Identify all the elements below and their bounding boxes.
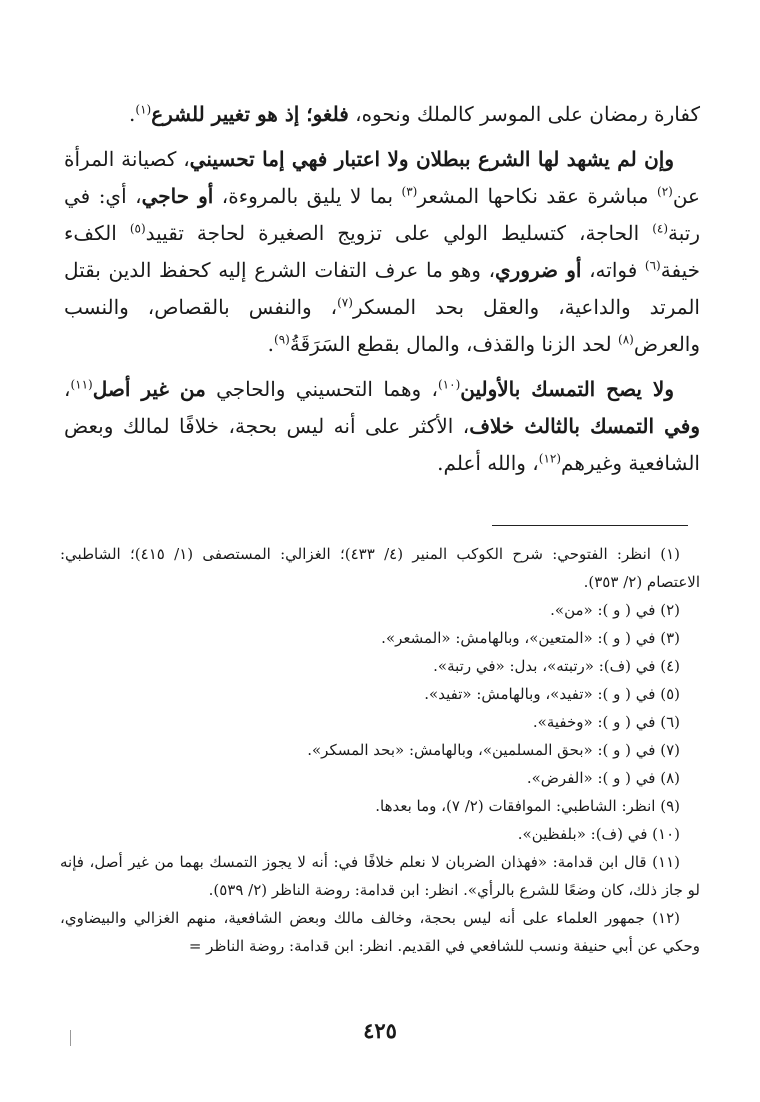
- text-run: ، كصيانة المرأة عن: [64, 147, 700, 208]
- footnote-ref-7[interactable]: (٧): [337, 295, 353, 310]
- bold-phrase: وإن لم يشهد لها الشرع ببطلان ولا اعتبار فهي إما تحسيني: [189, 147, 674, 171]
- footnote-ref-12[interactable]: (١٢): [538, 451, 562, 466]
- footnote-ref-4[interactable]: (٤): [652, 221, 669, 236]
- paragraph-3: [64, 371, 700, 482]
- footnote-ref-8[interactable]: (٨): [618, 332, 634, 347]
- bold-phrase: أو ضروري: [495, 258, 582, 282]
- text-run: .: [267, 332, 275, 356]
- text-run: كفارة رمضان على الموسر كالملك ونحوه،: [348, 102, 700, 126]
- footnote-12: (١٢) جمهور العلماء على أنه ليس بحجة، وخالف مالك وبعض الشافعية، منهم الغزالي والبيضاوي، وحكي عن أبي حنيفة ونسب للشافعي في القديم. انظر: ابن قدامة: روضة الناظر =: [60, 909, 700, 955]
- footnote-8: (٨) في ( و ): «الفرض».: [526, 769, 680, 787]
- bold-phrase: أو حاجي: [141, 184, 214, 208]
- text-run: ، الأكثر على أنه ليس بحجة، خلافًا لمالك وبعض الشافعية وغيرهم: [64, 414, 700, 475]
- footnote-ref-2[interactable]: (٢): [657, 184, 673, 199]
- text-run: الحاجة، كتسليط الولي على تزويج الصغيرة لحاجة تقييد: [145, 221, 653, 245]
- footnotes: [60, 540, 700, 960]
- footnote-7: (٧) في ( و ): «بحق المسلمين»، وبالهامش: «بحد المسكر».: [307, 741, 680, 759]
- text-run: ، والله أعلم.: [437, 451, 539, 475]
- footnote-6: (٦) في ( و ): «وخفية».: [532, 713, 680, 731]
- text-run: ، والنفس بالقصاص، والنسب والعرض: [64, 295, 700, 356]
- footnote-5: (٥) في ( و ): «تفيد»، وبالهامش: «تفيد».: [424, 685, 680, 703]
- footnote-ref-1[interactable]: (١): [135, 102, 152, 117]
- text-run: الكفء خيفة: [64, 221, 700, 282]
- footnote-ref-6[interactable]: (٦): [644, 258, 661, 273]
- footnote-ref-9[interactable]: (٩): [274, 332, 290, 347]
- footnote-ref-3[interactable]: (٣): [401, 184, 418, 199]
- bold-phrase: ولا يصح التمسك بالأولين: [460, 377, 674, 401]
- text-run: ،: [64, 377, 71, 401]
- footnote-1: (١) انظر: الفتوحي: شرح الكوكب المنير (٤/ ٤٣٣)؛ الغزالي: المستصفى (١/ ٤١٥)؛ الشاطبي: الاعتصام (٢/ ٣٥٣).: [60, 545, 700, 591]
- footnote-separator: [492, 525, 688, 526]
- text-run: ، وهما التحسيني والحاجي: [205, 377, 438, 401]
- bold-phrase: من غير أصل: [92, 377, 206, 401]
- text-run: .: [129, 102, 136, 126]
- text-run: ، وهو ما عرف التفات الشرع إليه كحفظ الدين بقتل المرتد والداعية، والعقل بحد المسكر: [64, 258, 700, 319]
- footnote-3: (٣) في ( و ): «المتعين»، وبالهامش: «المشعر».: [381, 629, 680, 647]
- footnote-9: (٩) انظر: الشاطبي: الموافقات (٢/ ٧)، وما بعدها.: [375, 797, 680, 815]
- paragraph-1: [64, 96, 700, 133]
- text-run: بما لا يليق بالمروءة،: [213, 184, 402, 208]
- footnote-11: (١١) قال ابن قدامة: «فهذان الضربان لا نعلم خلافًا في: أنه لا يجوز التمسك بهما من غير أصل، فإنه لو جاز ذلك، كان وضعًا للشرع بالرأي». انظر: ابن قدامة: روضة الناظر (٢/ ٥٣٩).: [60, 853, 700, 899]
- text-run: فواته،: [581, 258, 645, 282]
- text-run: ، أي: في رتبة: [64, 184, 700, 245]
- page-number: ٤٢٥: [363, 1018, 397, 1043]
- footnote-ref-11[interactable]: (١١): [70, 377, 93, 392]
- footnote-4: (٤) في (ف): «رتبته»، بدل: «في رتبة».: [433, 657, 680, 675]
- footnote-10: (١٠) في (ف): «بلفظين».: [517, 825, 680, 843]
- main-text: [64, 96, 700, 490]
- bold-phrase: وفي التمسك بالثالث خلاف: [469, 414, 701, 438]
- text-run: مباشرة عقد نكاحها المشعر: [417, 184, 657, 208]
- footnote-2: (٢) في ( و ): «من».: [550, 601, 680, 619]
- footnote-ref-5[interactable]: (٥): [129, 221, 146, 236]
- text-run: لحد الزنا والقذف، والمال بقطع السَرَقَةُ: [289, 332, 618, 356]
- footnote-ref-10[interactable]: (١٠): [437, 377, 461, 392]
- margin-mark: [70, 1030, 71, 1046]
- paragraph-2: [64, 141, 700, 363]
- bold-phrase: فلغو؛ إذ هو تغيير للشرع: [151, 102, 349, 126]
